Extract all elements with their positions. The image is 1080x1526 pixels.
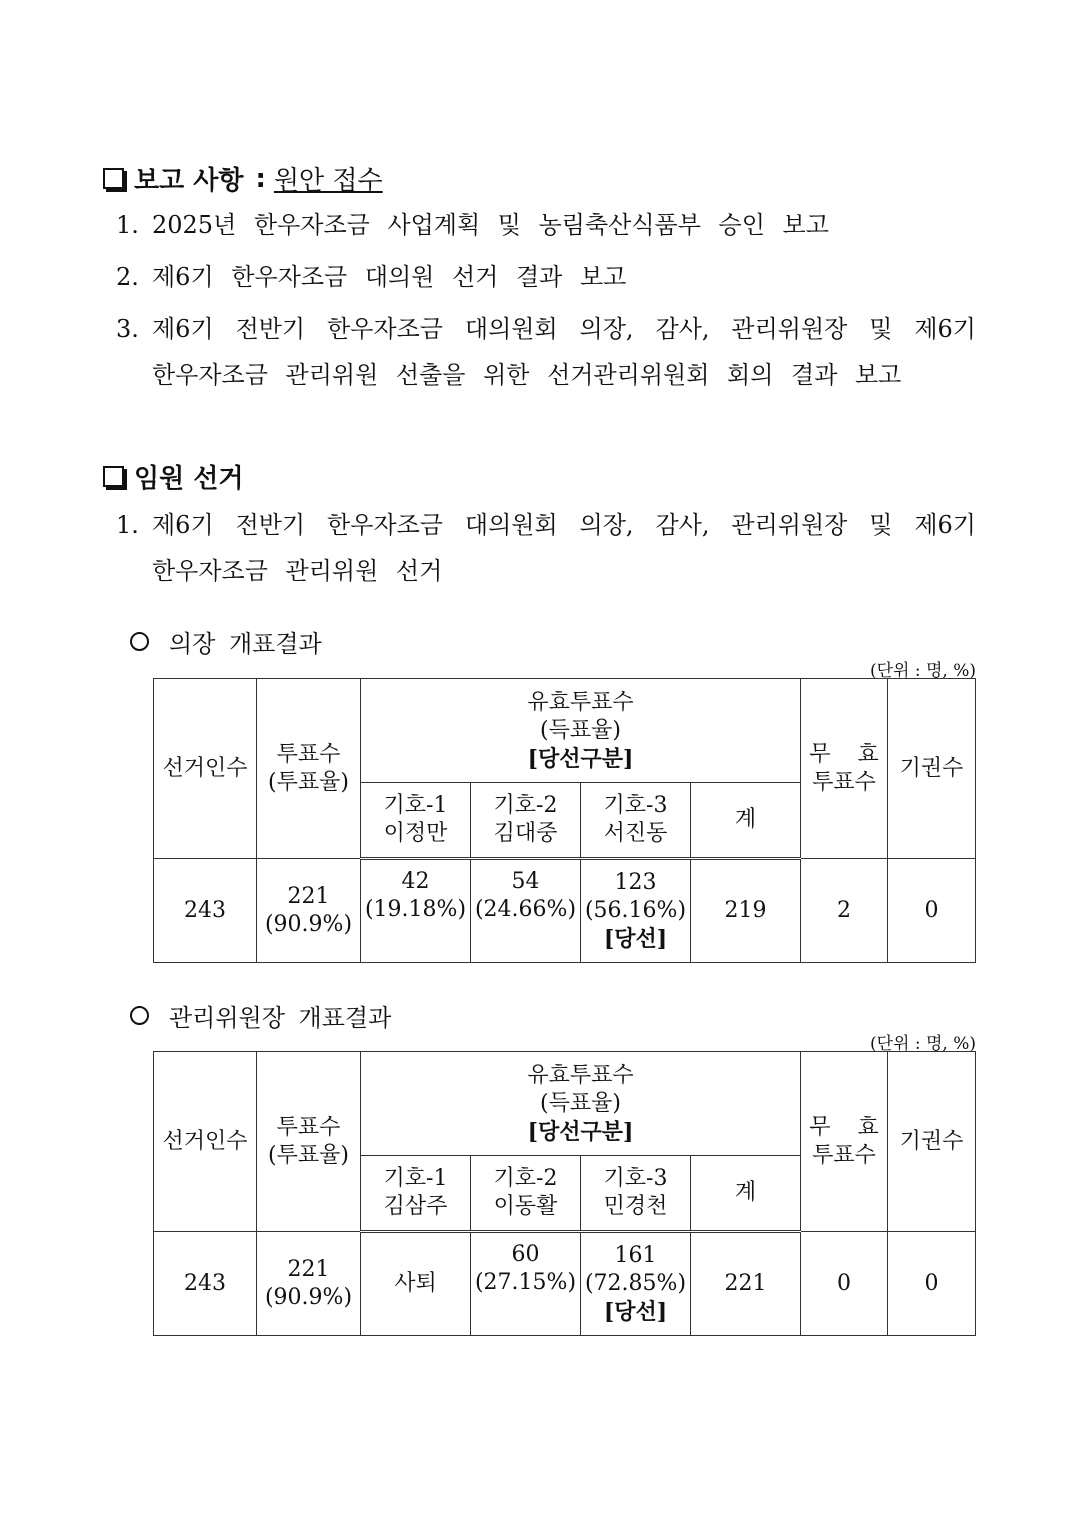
header-candidate-1: 기호-1 이정만 [361, 783, 471, 859]
cell-total: 219 [691, 859, 801, 963]
header-candidate-1: 기호-1 김삼주 [361, 1156, 471, 1232]
header-electors: 선거인수 [154, 1052, 257, 1232]
report-heading: 보고 사항 [134, 166, 244, 196]
header-total: 계 [691, 783, 801, 859]
manager-results-heading [130, 998, 391, 1033]
heading-separator: : [255, 163, 266, 194]
header-abstain: 기권수 [888, 1052, 976, 1232]
header-invalid-votes: 무 효 투표수 [801, 679, 888, 859]
cell-candidate-3: 161 (72.85%) [당선] [581, 1232, 691, 1336]
chair-unit-note: (단위 : 명, %) [869, 661, 976, 681]
header-electors: 선거인수 [154, 679, 257, 859]
cell-invalid: 2 [801, 859, 888, 963]
item-text: 제6기 전반기 한우자조금 대의원회 의장, 감사, 관리위원장 및 제6기 한우자조금 관리위원 선출을 위한 선거관리위원회 회의 결과 보고 [152, 315, 976, 389]
checkbox-square-icon [103, 466, 124, 487]
header-candidate-2: 기호-2 이동활 [471, 1156, 581, 1232]
header-candidate-3: 기호-3 서진동 [581, 783, 691, 859]
header-valid-votes: 유효투표수 (득표율) [당선구분] [361, 1052, 801, 1156]
cell-total: 221 [691, 1232, 801, 1336]
item-text: 제6기 전반기 한우자조금 대의원회 의장, 감사, 관리위원장 및 제6기 한우자조금 관리위원 선거 [152, 511, 976, 585]
manager-results-table [153, 1051, 976, 1336]
report-subheading: 원안 접수 [273, 166, 383, 196]
header-votes: 투표수 (투표율) [257, 1052, 361, 1232]
cell-electors: 243 [154, 859, 257, 963]
cell-abstain: 0 [888, 859, 976, 963]
item-number: 1. [116, 211, 139, 239]
cell-candidate-3: 123 (56.16%) [당선] [581, 859, 691, 963]
header-candidate-2: 기호-2 김대중 [471, 783, 581, 859]
header-candidate-3: 기호-3 민경천 [581, 1156, 691, 1232]
cell-votes: 221 (90.9%) [257, 1232, 361, 1336]
chair-results-table [153, 678, 976, 963]
cell-candidate-1: 42 (19.18%) [361, 859, 471, 963]
item-text: 2025년 한우자조금 사업계획 및 농림축산식품부 승인 보고 [152, 211, 829, 239]
header-abstain: 기권수 [888, 679, 976, 859]
manager-unit-note: (단위 : 명, %) [869, 1034, 976, 1054]
report-section-heading [103, 160, 383, 197]
item-text: 제6기 한우자조금 대의원 선거 결과 보고 [152, 263, 627, 291]
report-item-1 [116, 202, 976, 248]
item-number: 3. [116, 315, 139, 343]
header-votes: 투표수 (투표율) [257, 679, 361, 859]
cell-candidate-1: 사퇴 [361, 1232, 471, 1336]
election-heading: 임원 선거 [134, 464, 244, 494]
circle-bullet-icon [130, 1006, 149, 1025]
election-item-1 [116, 502, 976, 594]
table-row [154, 859, 976, 963]
cell-votes: 221 (90.9%) [257, 859, 361, 963]
cell-invalid: 0 [801, 1232, 888, 1336]
item-number: 2. [116, 263, 139, 291]
manager-results-title: 관리위원장 개표결과 [169, 1004, 392, 1032]
chair-results-heading [130, 624, 322, 659]
header-total: 계 [691, 1156, 801, 1232]
cell-electors: 243 [154, 1232, 257, 1336]
table-row [154, 1232, 976, 1336]
cell-abstain: 0 [888, 1232, 976, 1336]
cell-candidate-2: 54 (24.66%) [471, 859, 581, 963]
header-invalid-votes: 무 효 투표수 [801, 1052, 888, 1232]
report-item-2 [116, 254, 976, 300]
report-item-3 [116, 306, 976, 398]
item-number: 1. [116, 511, 139, 539]
chair-results-title: 의장 개표결과 [169, 630, 322, 658]
cell-candidate-2: 60 (27.15%) [471, 1232, 581, 1336]
checkbox-square-icon [103, 168, 124, 189]
election-section-heading [103, 458, 244, 495]
header-valid-votes: 유효투표수 (득표율) [당선구분] [361, 679, 801, 783]
circle-bullet-icon [130, 632, 149, 651]
